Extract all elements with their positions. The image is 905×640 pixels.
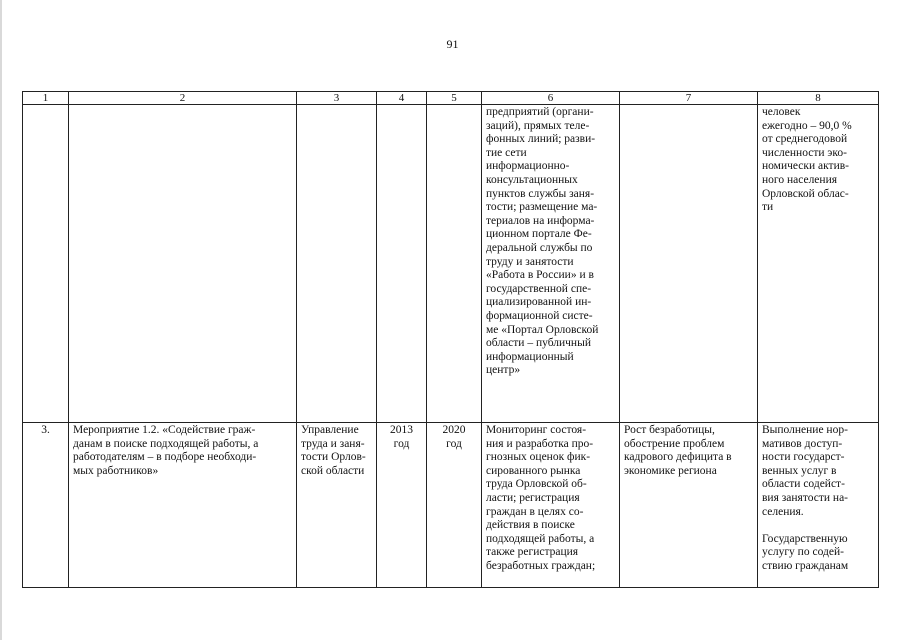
header-cell-6: 6 (482, 92, 620, 105)
text-line: селения. (762, 505, 804, 518)
table-row-3 (23, 423, 879, 588)
header-cell-8: 8 (758, 92, 879, 105)
text-line: подходящей работы, а (486, 532, 595, 545)
cell-indicator (758, 423, 879, 588)
text-line: Мониторинг состоя- (486, 424, 587, 436)
cell-start-year (377, 423, 427, 588)
text-line: труда и заня- (301, 437, 365, 450)
text-line: пунктов службы заня- (486, 187, 595, 200)
text-line: консультационных (486, 173, 578, 186)
header-cell-5: 5 (427, 92, 482, 105)
cell-start-year (377, 105, 427, 423)
text-line: области содейст- (762, 478, 845, 491)
text-line: граждан в целях со- (486, 505, 584, 518)
text-line: ного населения (762, 173, 838, 186)
text-line: обострение проблем (624, 437, 725, 450)
text-line: ти (762, 201, 774, 214)
table-row-continued (23, 105, 879, 423)
text-line: «Работа в России» и в (486, 269, 594, 282)
text-line: действия в поиске (486, 519, 575, 532)
scan-edge-shadow (0, 0, 2, 640)
text-line: мативов доступ- (762, 437, 843, 450)
text-line: ежегодно – 90,0 % (762, 119, 852, 132)
text-line: численности эко- (762, 146, 847, 159)
header-cell-3: 3 (297, 92, 377, 105)
text-line: центр» (486, 364, 521, 377)
text-line: человек (762, 106, 801, 118)
cell-measure-name (69, 423, 297, 588)
text-line: ской области (301, 464, 365, 477)
text-line: тости Орлов- (301, 451, 366, 464)
paragraph-gap (762, 519, 874, 533)
text-line: номически актив- (762, 160, 849, 173)
header-cell-2: 2 (69, 92, 297, 105)
text-line: териалов на информа- (486, 214, 595, 227)
cell-number: 3. (23, 423, 69, 588)
text-line: услугу по содей- (762, 546, 844, 559)
text-line: работодателям – в подборе необходи- (73, 451, 257, 464)
text-line: тие сети (486, 146, 527, 159)
text-line: ласти; регистрация (486, 491, 580, 504)
cell-description (482, 105, 620, 423)
text-line: информационно- (486, 160, 570, 173)
header-cell-1: 1 (23, 92, 69, 105)
text-line: гнозных оценок фик- (486, 451, 591, 464)
text-line: циализированной ин- (486, 296, 592, 309)
text-line: год (393, 437, 410, 450)
text-line: Государственную (762, 532, 848, 545)
text-line: ности государст- (762, 451, 845, 464)
text-line: труду и занятости (486, 255, 574, 268)
text-line: год (446, 437, 462, 450)
text-line: данам в поиске подходящей работы, а (73, 437, 259, 450)
text-line: ствию гражданам (762, 559, 849, 572)
text-line: Рост безработицы, (624, 424, 715, 436)
text-line: информационный (486, 350, 574, 363)
text-line: венных услуг в (762, 464, 837, 477)
cell-description (482, 423, 620, 588)
text-line: Мероприятие 1.2. «Содействие граж- (73, 424, 256, 436)
text-line: труда Орловской об- (486, 478, 587, 491)
text-line: Выполнение нор- (762, 424, 848, 436)
text-line: кадрового дефицита в (624, 451, 732, 464)
text-line: сированного рынка (486, 464, 581, 477)
text-line: безработных граждан; (486, 559, 596, 572)
text-line: государственной спе- (486, 282, 592, 295)
cell-end-year (427, 105, 482, 423)
cell-measure-name (69, 105, 297, 423)
text-line: ме «Портал Орловской (486, 323, 599, 336)
text-line: формационной систе- (486, 309, 593, 322)
text-line: Орловской облас- (762, 187, 849, 200)
text-line: 2020 (442, 424, 466, 436)
text-line: 2013 (390, 424, 413, 436)
text-line: предприятий (органи- (486, 106, 594, 118)
page-number: 91 (446, 37, 459, 51)
text-line: вия занятости на- (762, 491, 848, 504)
cell-end-year (427, 423, 482, 588)
text-line: также регистрация (486, 546, 579, 559)
cell-risk (620, 423, 758, 588)
text-line: мых работников» (73, 464, 159, 477)
text-line: Управление (301, 424, 359, 436)
text-line: ционном портале Фе- (486, 228, 592, 241)
measures-table (22, 91, 879, 588)
cell-risk (620, 105, 758, 423)
text-line: фонных линий; разви- (486, 133, 596, 146)
text-line: от среднегодовой (762, 133, 848, 146)
text-line: тости; размещение ма- (486, 201, 598, 214)
header-cell-7: 7 (620, 92, 758, 105)
column-number-header-row (23, 92, 879, 105)
header-cell-4: 4 (377, 92, 427, 105)
text-line: заций), прямых теле- (486, 119, 590, 132)
cell-executor (297, 423, 377, 588)
text-line: ния и разработка про- (486, 437, 594, 450)
text-line: экономике региона (624, 464, 717, 477)
cell-executor (297, 105, 377, 423)
text-line: области – публичный (486, 337, 591, 350)
cell-number (23, 105, 69, 423)
text-line: деральной службы по (486, 241, 593, 254)
cell-indicator (758, 105, 879, 423)
